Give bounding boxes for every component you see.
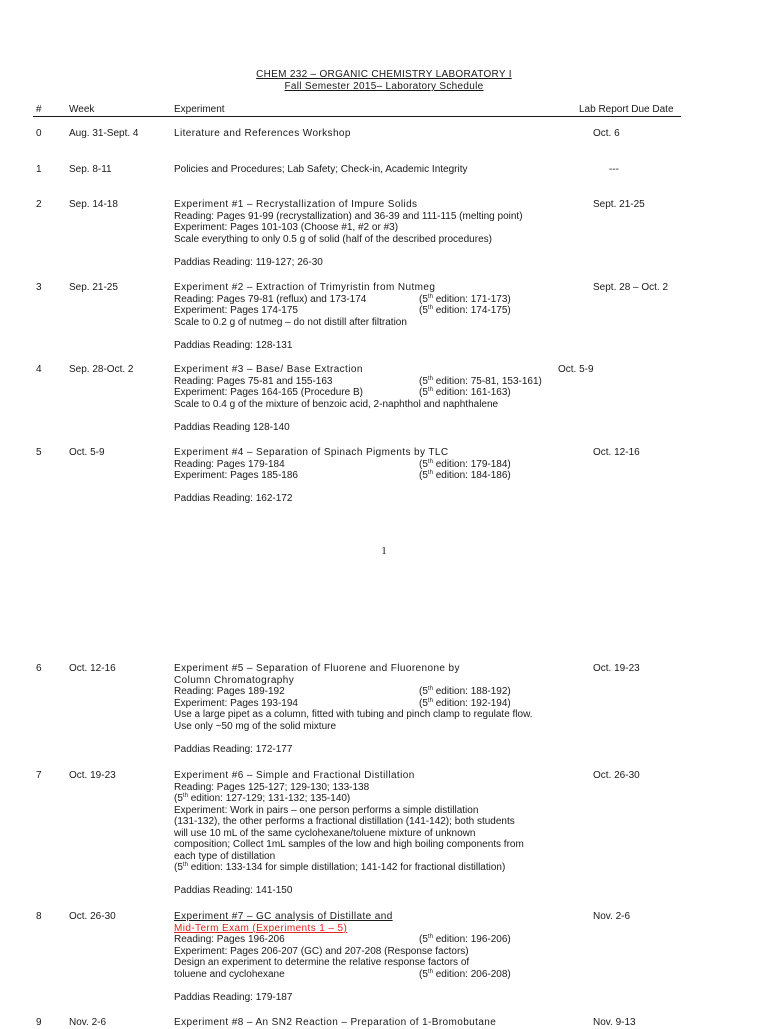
paddias-reading: Paddias Reading: 119-127; 26-30 <box>174 256 323 268</box>
row-experiment <box>174 447 511 505</box>
paddias-reading: Paddias Reading: 172-177 <box>174 743 293 755</box>
experiment-title: Experiment #3 – Base/ Base Extraction <box>174 364 363 375</box>
blank-line <box>174 874 524 886</box>
paddias-reading: Paddias Reading: 141-150 <box>174 885 293 896</box>
row-week: Oct. 19-23 <box>69 770 116 781</box>
edition-note: (5th edition: 161-163) <box>419 387 511 398</box>
experiment-title: Experiment #7 – GC analysis of Distillate and <box>174 911 393 922</box>
experiment-line: will use 10 mL of the same cyclohexane/toluene mixture of unknown <box>174 827 476 839</box>
midterm-exam-notice: Mid-Term Exam (Experiments 1 – 5) <box>174 922 348 934</box>
edition-note: (5th edition: 184-186) <box>419 470 511 481</box>
experiment-line: (131-132), the other performs a fractional distillation (141-142); both students <box>174 816 515 827</box>
edition-note: (5th edition: 174-175) <box>419 305 511 316</box>
experiment-line: Reading: Pages 75-81 and 155-163 <box>174 375 333 387</box>
row-due-date: Oct. 12-16 <box>593 447 640 458</box>
row-week: Oct. 5-9 <box>69 447 105 458</box>
experiment-line: Experiment: Pages 193-194 <box>174 697 298 709</box>
blank-line <box>174 732 533 744</box>
row-due-date: Sept. 28 – Oct. 2 <box>593 282 669 293</box>
page-number: 1 <box>381 545 387 557</box>
row-experiment <box>174 770 524 897</box>
experiment-title: Experiment #4 – Separation of Spinach Pigments by TLC <box>174 447 449 458</box>
row-week: Aug. 31-Sept. 4 <box>69 128 139 139</box>
experiment-line: Reading: Pages 125-127; 129-130; 133-138 <box>174 781 370 793</box>
column-header-number: # <box>36 104 42 115</box>
column-header-due-date: Lab Report Due Date <box>579 104 674 115</box>
row-experiment <box>174 364 542 433</box>
paddias-reading: Paddias Reading: 128-131 <box>174 339 293 351</box>
experiment-line: Experiment: Pages 174-175 <box>174 305 298 316</box>
row-due-date: Oct. 26-30 <box>593 770 640 781</box>
header-rule <box>33 116 681 117</box>
row-due-date: Nov. 2-6 <box>593 911 631 922</box>
row-number: 9 <box>36 1017 42 1028</box>
experiment-line: Reading: Pages 91-99 (recrystallization) and 36-39 and 111-115 (melting point) <box>174 210 523 222</box>
experiment-line: Use a large pipet as a column, fitted with tubing and pinch clamp to regulate flow. <box>174 709 533 720</box>
experiment-line: Scale to 0.2 g of nutmeg – do not distill after filtration <box>174 316 407 328</box>
experiment-title: Experiment #1 – Recrystallization of Impure Solids <box>174 199 418 210</box>
row-number: 0 <box>36 128 42 139</box>
row-number: 1 <box>36 164 42 175</box>
experiment-title: Experiment #5 – Separation of Fluorene and Fluorenone by <box>174 663 460 674</box>
column-header-experiment: Experiment <box>174 104 225 115</box>
paddias-reading: Paddias Reading: 162-172 <box>174 493 293 504</box>
edition-note: (5th edition: 75-81, 153-161) <box>419 375 542 387</box>
column-header-week: Week <box>69 104 95 115</box>
row-week: Sep. 21-25 <box>69 282 118 293</box>
experiment-line: each type of distillation <box>174 850 276 862</box>
row-due-date: Nov. 9-13 <box>593 1017 636 1028</box>
experiment-line: Experiment: Pages 101-103 (Choose #1, #2 or #3) <box>174 222 399 233</box>
experiment-line: (5th edition: 133-134 for simple distillation; 141-142 for fractional distillation) <box>174 862 506 873</box>
row-due-date: Oct. 6 <box>593 128 620 139</box>
row-number: 3 <box>36 282 42 293</box>
blank-line <box>174 410 498 422</box>
row-number: 2 <box>36 199 42 210</box>
row-experiment <box>174 663 533 755</box>
experiment-line: Experiment: Pages 206-207 (GC) and 207-208 (Response factors) <box>174 945 469 957</box>
blank-line <box>174 482 449 494</box>
experiment-line: Experiment: Pages 164-165 (Procedure B) <box>174 387 363 398</box>
row-number: 4 <box>36 364 42 375</box>
experiment-line: Scale to 0.4 g of the mixture of benzoic acid, 2-naphthol and naphthalene <box>174 398 499 410</box>
experiment-line: toluene and cyclohexane <box>174 968 285 980</box>
experiment-line: Experiment: Work in pairs – one person performs a simple distillation <box>174 804 479 816</box>
row-due-date: --- <box>609 164 619 175</box>
document-title: CHEM 232 – ORGANIC CHEMISTRY LABORATORY I <box>256 69 512 80</box>
experiment-line: Experiment: Pages 185-186 <box>174 470 298 481</box>
row-week: Oct. 12-16 <box>69 663 116 674</box>
row-week: Nov. 2-6 <box>69 1017 107 1028</box>
paddias-reading: Paddias Reading: 179-187 <box>174 991 293 1003</box>
row-experiment <box>174 164 467 176</box>
row-week: Sep. 28-Oct. 2 <box>69 364 134 375</box>
experiment-title: Column Chromatography <box>174 674 295 686</box>
row-experiment <box>174 1017 496 1029</box>
experiment-line: Reading: Pages 196-206 <box>174 934 285 945</box>
experiment-title: Experiment #8 – An SN2 Reaction – Preparation of 1-Bromobutane <box>174 1017 497 1028</box>
row-experiment <box>174 911 511 1003</box>
row-due-date: Sept. 21-25 <box>593 199 645 210</box>
edition-note: (5th edition: 196-206) <box>419 934 511 945</box>
edition-note: (5th edition: 192-194) <box>419 697 511 709</box>
row-number: 6 <box>36 663 42 674</box>
row-due-date: Oct. 19-23 <box>593 663 640 674</box>
experiment-line: Design an experiment to determine the relative response factors of <box>174 957 470 968</box>
row-experiment <box>174 282 511 351</box>
blank-line <box>174 328 435 340</box>
experiment-line: Reading: Pages 189-192 <box>174 686 285 697</box>
edition-note: (5th edition: 188-192) <box>419 686 511 697</box>
document-subtitle: Fall Semester 2015– Laboratory Schedule <box>284 81 484 92</box>
blank-line <box>174 245 523 257</box>
experiment-line: Scale everything to only 0.5 g of solid (half of the described procedures) <box>174 233 492 245</box>
experiment-line: (5th edition: 127-129; 131-132; 135-140) <box>174 793 351 804</box>
paddias-reading: Paddias Reading 128-140 <box>174 421 290 433</box>
row-number: 7 <box>36 770 42 781</box>
edition-note: (5th edition: 171-173) <box>419 293 511 305</box>
edition-note: (5th edition: 206-208) <box>419 968 511 980</box>
experiment-title: Experiment #6 – Simple and Fractional Distillation <box>174 770 415 781</box>
row-number: 8 <box>36 911 42 922</box>
row-week: Sep. 14-18 <box>69 199 118 210</box>
experiment-line: Reading: Pages 179-184 <box>174 458 285 470</box>
row-number: 5 <box>36 447 42 458</box>
experiment-title: Experiment #2 – Extraction of Trimyristin from Nutmeg <box>174 282 436 293</box>
blank-line <box>174 980 469 992</box>
experiment-line: Policies and Procedures; Lab Safety; Check-in, Academic Integrity <box>174 164 468 175</box>
row-week: Oct. 26-30 <box>69 911 116 922</box>
experiment-line: Reading: Pages 79-81 (reflux) and 173-174 <box>174 293 367 305</box>
experiment-line: composition; Collect 1mL samples of the low and high boiling components from <box>174 839 524 850</box>
experiment-line: Use only ~50 mg of the solid mixture <box>174 720 337 732</box>
experiment-line: Literature and References Workshop <box>174 128 351 139</box>
edition-note: (5th edition: 179-184) <box>419 458 511 470</box>
row-week: Sep. 8-11 <box>69 164 112 175</box>
row-due-date: Oct. 5-9 <box>558 364 594 375</box>
row-experiment <box>174 128 351 140</box>
row-experiment <box>174 199 523 268</box>
